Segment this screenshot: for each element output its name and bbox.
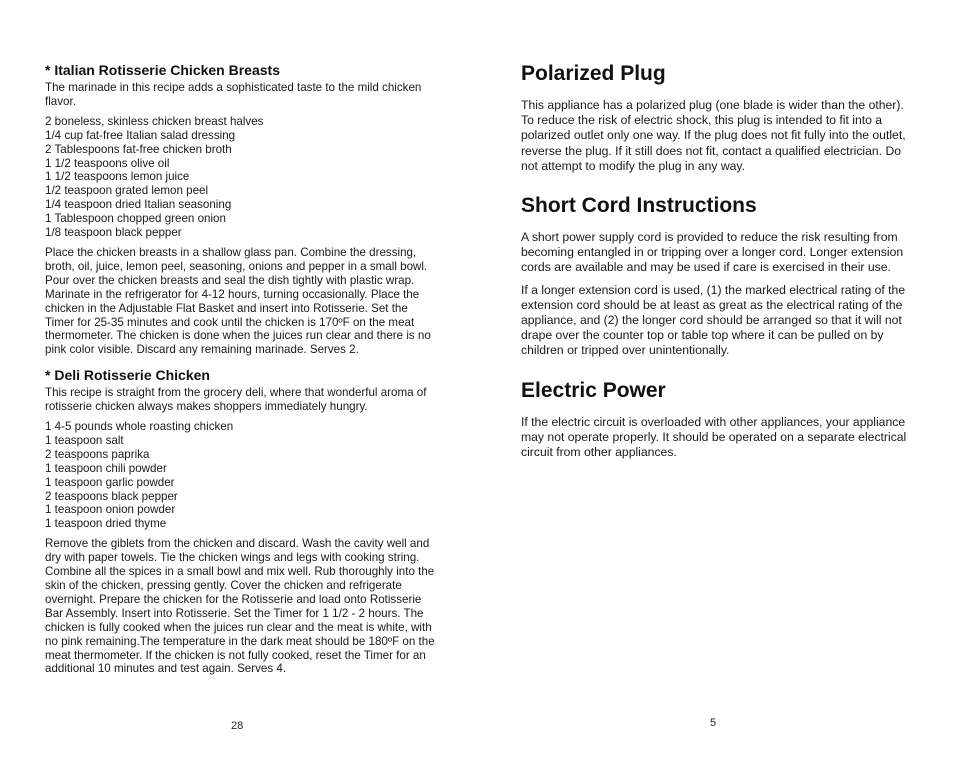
ingredient-list-deli — [45, 420, 437, 531]
recipe-directions-italian: Place the chicken breasts in a shallow glass pan. Combine the dressing, broth, oil, juice, lemon peel, seasoning, onions and pepper in a small bowl. Pour over the chicken breasts and seal the dish tightly with plastic wrap. Marinate in the refrigerator for 4-12 hours, turning occasionally. Place the chicken in the Adjustable Flat Basket and insert into Rotisserie. Set the Timer for 25-35 minutes and cook until the chicken is 170ºF on the meat thermometer. The chicken is done when the juices run clear and there is no pink color visible. Discard any remaining marinade. Serves 2. — [45, 245, 431, 357]
ingredient-item: 1 4-5 pounds whole roasting chicken — [45, 420, 234, 434]
recipe-title-deli: * Deli Rotisserie Chicken — [45, 367, 210, 384]
recipe-intro-deli: This recipe is straight from the grocery deli, where that wonderful aroma of rotisserie chicken always makes shoppers immediately hungry. — [45, 386, 427, 414]
heading-short-cord: Short Cord Instructions — [521, 194, 757, 218]
ingredient-item: 1 teaspoon garlic powder — [45, 475, 175, 489]
ingredient-list-italian — [45, 115, 437, 240]
short-cord-text-1: A short power supply cord is provided to reduce the risk resulting from becoming entangled in or tripping over a longer cord. Longer extension cords are available and may be used if care is exercised in their use. — [521, 230, 904, 275]
ingredient-item: 1/4 cup fat-free Italian salad dressing — [45, 128, 236, 142]
ingredient-item: 2 teaspoons black pepper — [45, 489, 178, 503]
ingredient-item: 1/2 teaspoon grated lemon peel — [45, 184, 209, 198]
ingredient-item: 1 Tablespoon chopped green onion — [45, 212, 226, 226]
ingredient-item: 2 Tablespoons fat-free chicken broth — [45, 142, 232, 156]
recipe-directions-deli: Remove the giblets from the chicken and discard. Wash the cavity well and dry with paper towels. Tie the chicken wings and legs with cooking string. Combine all the spices in a small bowl and mix well. Rub thoroughly into the skin of the chicken, pressing gently. Cover the chicken and refrigerate overnight. Prepare the chicken for the Rotisserie and load onto Rotisserie Bar Assembly. Insert into Rotisserie. Set the Timer for 1 1/2 - 2 hours. The chicken is fully cooked when the juices run clear and the meat is white, with no pink remaining.The temperature in the dark meat should be 180ºF on the meat thermometer. If the chicken is not fully cooked, reset the Timer for an additional 10 minutes and test again. Serves 4. — [45, 537, 435, 676]
ingredient-item: 1 1/2 teaspoons olive oil — [45, 156, 170, 170]
recipe-intro-italian: The marinade in this recipe adds a sophisticated taste to the mild chicken flavor. — [45, 81, 422, 108]
page-number-left: 28 — [231, 720, 244, 732]
ingredient-item: 2 boneless, skinless chicken breast halves — [45, 114, 264, 128]
ingredient-item: 1/4 teaspoon dried Italian seasoning — [45, 198, 232, 212]
ingredient-item: 1/8 teaspoon black pepper — [45, 226, 182, 240]
heading-electric-power: Electric Power — [521, 378, 666, 402]
page-number-right: 5 — [710, 717, 717, 729]
ingredient-item: 1 teaspoon dried thyme — [45, 517, 167, 531]
left-page — [45, 62, 437, 676]
right-page — [521, 62, 911, 467]
heading-polarized-plug: Polarized Plug — [521, 62, 666, 85]
polarized-plug-text: This appliance has a polarized plug (one blade is wider than the other). To reduce the risk of electric shock, this plug is intended to fit into a polarized outlet only one way. If the plug does not fit fully into the outlet, reverse the plug. If it still does not fit, contact a qualified electrician. Do not attempt to modify the plug in any way. — [521, 98, 906, 173]
ingredient-item: 1 teaspoon onion powder — [45, 503, 176, 517]
ingredient-item: 1 teaspoon chili powder — [45, 461, 167, 475]
ingredient-item: 1 1/2 teaspoons lemon juice — [45, 170, 190, 184]
ingredient-item: 2 teaspoons paprika — [45, 447, 150, 461]
recipe-title-italian: * Italian Rotisserie Chicken Breasts — [45, 62, 280, 78]
electric-power-text: If the electric circuit is overloaded with other appliances, your appliance may not operate properly. It should be operated on a separate electrical circuit from other appliances. — [521, 414, 907, 460]
short-cord-text-2: If a longer extension cord is used, (1) the marked electrical rating of the extension cord should be at least as great as the electrical rating of the appliance, and (2) the longer cord should be arranged so that it will not drape over the counter top or table top where it can be pulled on by children or tripped over unintentionally. — [521, 282, 906, 358]
ingredient-item: 1 teaspoon salt — [45, 433, 124, 447]
